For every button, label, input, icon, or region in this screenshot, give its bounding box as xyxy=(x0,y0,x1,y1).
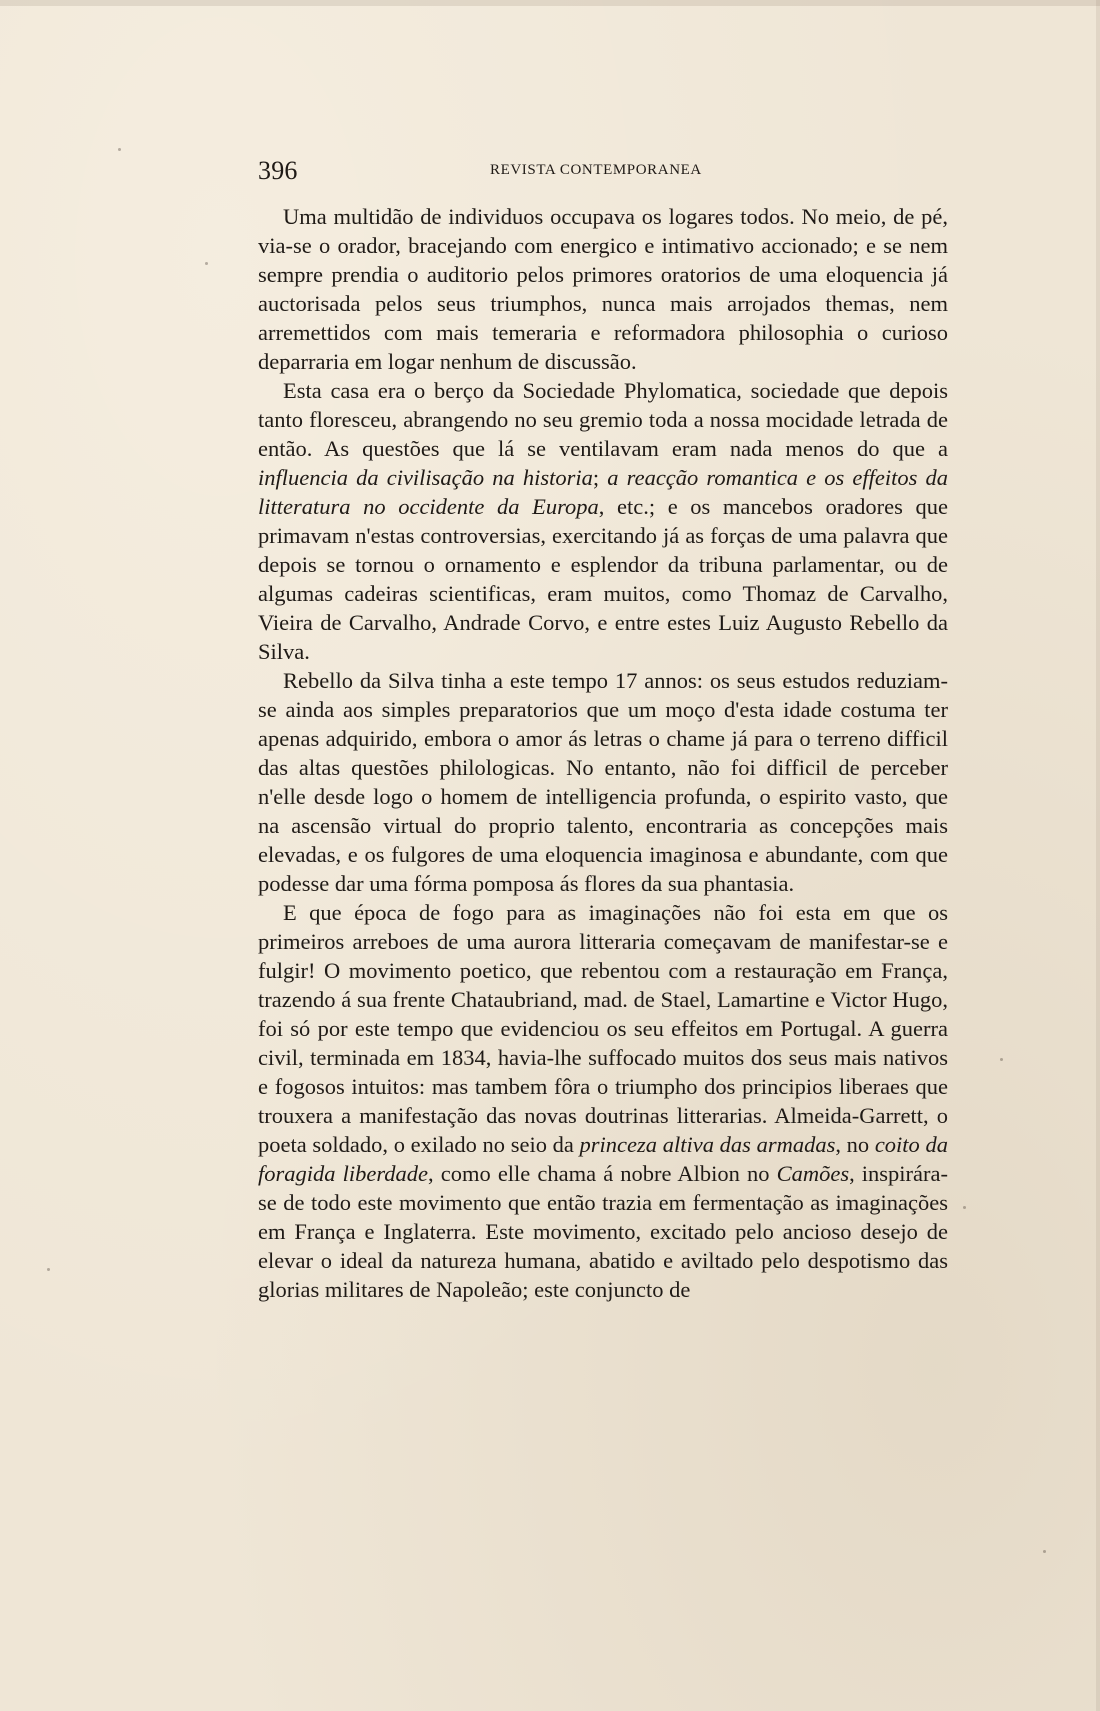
paragraph-3 xyxy=(258,666,948,898)
paragraph-text: , etc.; e os mancebos oradores que primavam n'estas controversias, exercitando já as forças de uma palavra que depois se tornou o ornamento e esplendor da tribuna parlamentar, ou de algumas cadeiras scientificas, eram muitos, como Thomaz de Carvalho, Vieira de Carvalho, Andrade Corvo, e entre estes Luiz Augusto Rebello da Silva. xyxy=(258,494,948,664)
paragraph-text: Esta casa era o berço da Sociedade Phylomatica, sociedade que depois tanto floresceu, abrangendo no seu gremio toda a nossa mocidade letrada de então. As questões que lá se ventilavam eram nada menos do que a xyxy=(258,378,948,461)
paragraph-text: E que época de fogo para as imaginações não foi esta em que os primeiros arreboes de uma aurora litteraria começavam de manifestar-se e fulgir! O movimento poetico, que rebentou com a restauração em França, trazendo á sua frente Chataubriand, mad. de Stael, Lamartine e Victor Hugo, foi só por este tempo que evidenciou os seu effeitos em Portugal. A guerra civil, terminada em 1834, havia-lhe suffocado muitos dos seus mais nativos e fogosos intuitos: mas tambem fôra o triumpho dos principios liberaes que trouxera a manifestação das novas doutrinas litterarias. Almeida-Garrett, o poeta soldado, o exilado no seio da xyxy=(258,900,948,1157)
paper-speck xyxy=(118,148,121,151)
paragraph-text: , inspirára-se de todo este movimento que então trazia em fermentação as imaginações em França e Inglaterra. Este movimento, excitado pelo ancioso desejo de elevar o ideal da natureza humana, abatido e aviltado pelo despotismo das glorias militares de Napoleão; este conjuncto de xyxy=(258,1161,949,1302)
paper-speck xyxy=(1043,1550,1046,1553)
page-edge-shadow xyxy=(0,0,1100,6)
paragraph-1 xyxy=(258,202,948,376)
page-header xyxy=(258,156,948,186)
paper-speck xyxy=(47,1268,50,1271)
running-title: REVISTA CONTEMPORANEA xyxy=(490,162,702,178)
paragraph-2 xyxy=(258,376,948,666)
italic-title: influencia da civilisação na historia xyxy=(258,465,593,490)
italic-title: a reacção romantica e os effeitos da litteratura no occidente da Europa xyxy=(258,465,948,519)
paragraph-text: Rebello da Silva tinha a este tempo 17 annos: os seus estudos reduziam-se ainda aos simples preparatorios que um moço d'esta idade costuma ter apenas adquirido, embora o amor ás letras o chame já para o terreno difficil das altas questões philologicas. No entanto, não foi difficil de perceber n'elle desde logo o homem de intelligencia profunda, o espirito vasto, que na ascensão virtual do proprio talento, encontraria as concepções mais elevadas, e os fulgores de uma eloquencia imaginosa e abundante, com que podesse dar uma fórma pomposa ás flores da sua phantasia. xyxy=(258,668,948,896)
paragraph-text: Uma multidão de individuos occupava os logares todos. No meio, de pé, via-se o orador, bracejando com energico e intimativo accionado; e se nem sempre prendia o auditorio pelos primores oratorios de uma eloquencia já auctorisada pelos seus triumphos, nunca mais arrojados themas, nem arremettidos com mais temeraria e reformadora philosophia o curioso deparraria em logar nenhum de discussão. xyxy=(258,204,948,374)
paper-speck xyxy=(205,262,208,265)
paper-speck xyxy=(1000,1058,1003,1061)
paper-speck xyxy=(963,1206,966,1209)
page-number: 396 xyxy=(258,156,298,185)
body-text xyxy=(258,202,948,1304)
paragraph-text: , como elle chama á nobre Albion no xyxy=(428,1161,777,1186)
page-edge-shadow-right xyxy=(1096,0,1100,1711)
paragraph-text: , no xyxy=(835,1132,875,1157)
paragraph-text: ; xyxy=(592,465,608,490)
italic-title: princeza altiva das armadas xyxy=(579,1132,836,1157)
paragraph-4 xyxy=(258,898,948,1304)
italic-title: Camões xyxy=(776,1161,850,1186)
italic-title: coito da foragida liberdade xyxy=(258,1132,948,1186)
